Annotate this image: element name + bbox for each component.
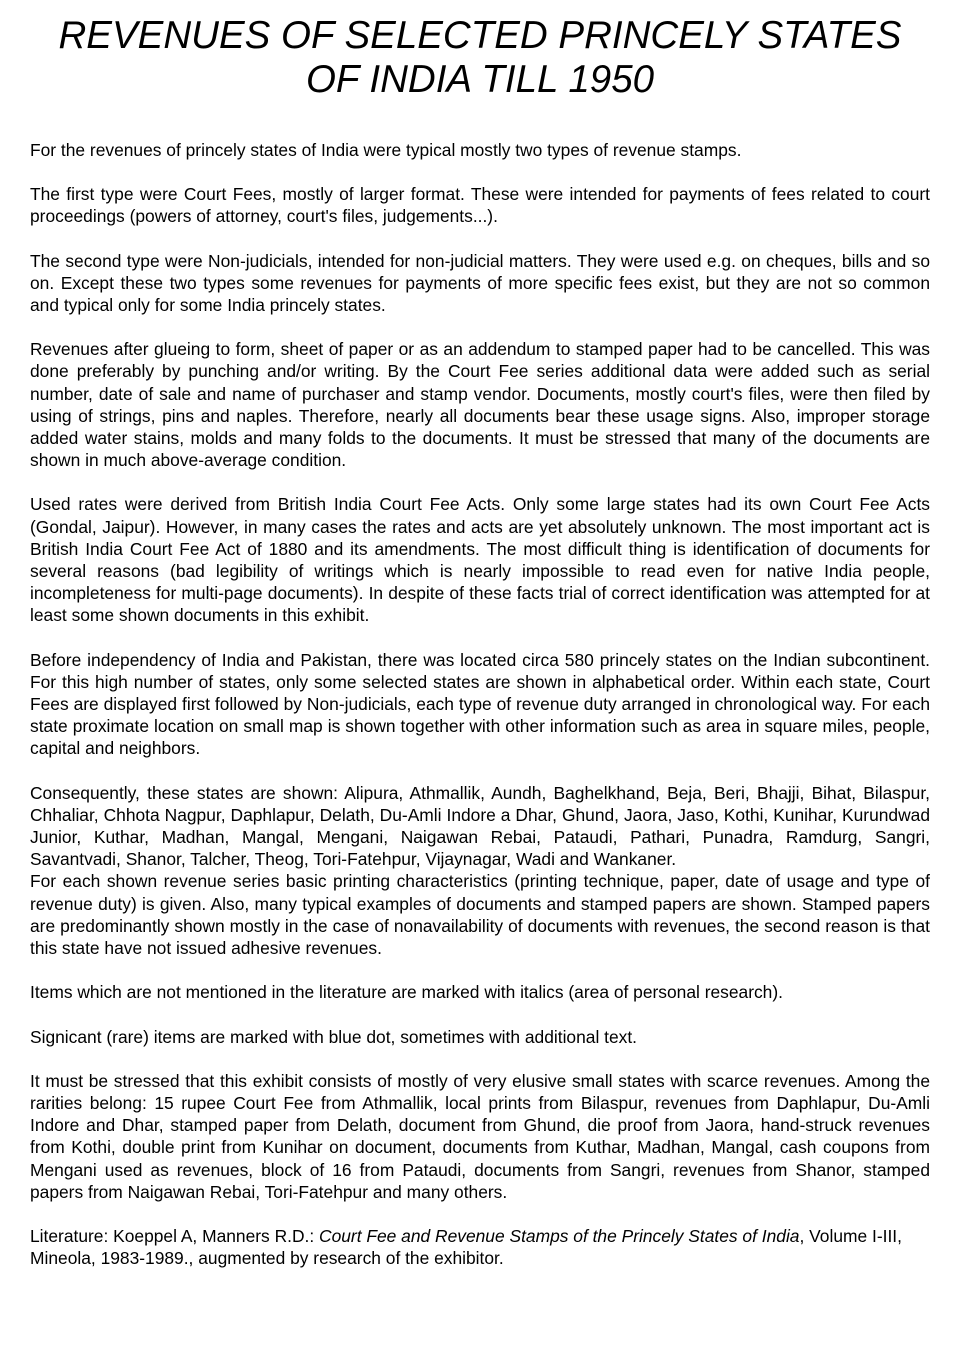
body-text — [30, 139, 930, 1269]
paragraph-italics-note: Items which are not mentioned in the literature are marked with italics (area of personal research). — [30, 982, 783, 1003]
page-title — [30, 14, 930, 102]
literature-prefix: Literature: Koeppel A, Manners R.D.: — [30, 1225, 320, 1246]
paragraph-blue-dot-note: Signicant (rare) items are marked with blue dot, sometimes with additional text. — [30, 1026, 637, 1047]
paragraph-states-overview: Before independency of India and Pakistan, there was located circa 580 princely states on the Indian subcontinent. For this high number of states, only some selected states are shown in alphabetical order. Within each state, Court Fees are displayed first followed by Non-judicials, each type of revenue duty arranged in chronological way. For each state proximate location on small map is shown together with other information such as area in square miles, people, capital and neighbors. — [30, 649, 930, 759]
literature-suffix: , Volume I-III, Mineola, 1983-1989., augmented by research of the exhibitor. — [30, 1225, 902, 1269]
title-line-2: OF INDIA TILL 1950 — [305, 58, 655, 101]
paragraph-non-judicials: The second type were Non-judicials, intended for non-judicial matters. They were used e.g. on cheques, bills and so on. Except these two types some revenues for payments of more specific fees exist, but they are not so common and typical only for some India princely states. — [30, 250, 930, 316]
paragraph-states-list: Consequently, these states are shown: Alipura, Athmallik, Aundh, Baghelkhand, Beja, Beri, Bhajji, Bihat, Bilaspur, Chhaliar, Chhota Nagpur, Daphlapur, Delath, Du-Amli Indore a Dhar, Ghund, Jaora, Jaso, Kothi, Kunihar, Kurundwad Junior, Kuthar, Madhan, Mangal, Mengani, Naigawan Rebai, Pataudi, Pathari, Punadra, Ramdurg, Sangri, Savantvadi, Shanor, Talcher, Theog, Tori-Fatehpur, Vijaynagar, Wadi and Wankaner. — [30, 782, 930, 870]
paragraph-cancellation: Revenues after glueing to form, sheet of paper or as an addendum to stamped paper had to be cancelled. This was done preferably by punching and/or writing. By the Court Fee series additional data were added such as serial number, date of sale and name of purchaser and stamp vendor. Documents, mostly court's files, were then filed by using of strings, pins and naples. Therefore, nearly all documents bear these usage signs. Also, improper storage added water stains, molds and many folds to the documents. It must be stressed that many of the documents are shown in much above-average condition. — [30, 339, 930, 471]
title-line-1: REVENUES OF SELECTED PRINCELY STATES — [58, 14, 902, 57]
paragraph-court-fees: The first type were Court Fees, mostly of larger format. These were intended for payments of fees related to court proceedings (powers of attorney, court's files, judgements...). — [30, 184, 930, 227]
paragraph-literature — [30, 1225, 930, 1269]
paragraph-rates: Used rates were derived from British India Court Fee Acts. Only some large states had its own Court Fee Acts (Gondal, Jaipur). However, in many cases the rates and acts are yet absolutely unknown. The most important act is British India Court Fee Act of 1880 and its amendments. The most difficult thing is identification of documents for several reasons (bad legibility of writings which is nearly impossible to read even for native India people, incompleteness for multi-page documents). In despite of these facts trial of correct identification was attempted for at least some shown documents in this exhibit. — [30, 494, 930, 626]
paragraph-rarities: It must be stressed that this exhibit consists of mostly of very elusive small states with scarce revenues. Among the rarities belong: 15 rupee Court Fee from Athmallik, local prints from Bilaspur, revenues from Daphlapur, Du-Amli Indore and Dhar, stamped paper from Delath, document from Ghund, die proof from Jaora, hand-struck revenues from Kothi, double print from Kunihar on document, documents from Kuthar, Madhan, Mangal, cash coupons from Mengani used as revenues, block of 16 from Pataudi, documents from Sangri, revenues from Shanor, stamped papers from Naigawan Rebai, Tori-Fatehpur and many others. — [30, 1070, 930, 1202]
literature-book-title: Court Fee and Revenue Stamps of the Princely States of India — [319, 1225, 800, 1246]
paragraph-printing-characteristics: For each shown revenue series basic printing characteristics (printing technique, paper, date of usage and type of revenue duty) is given. Also, many typical examples of documents and stamped papers are shown. Stamped papers are predominantly shown mostly in the case of nonavailability of documents with revenues, the second reason is that this state have not issued adhesive revenues. — [30, 871, 930, 959]
paragraph-stamp-types: For the revenues of princely states of India were typical mostly two types of revenue stamps. — [30, 140, 742, 160]
